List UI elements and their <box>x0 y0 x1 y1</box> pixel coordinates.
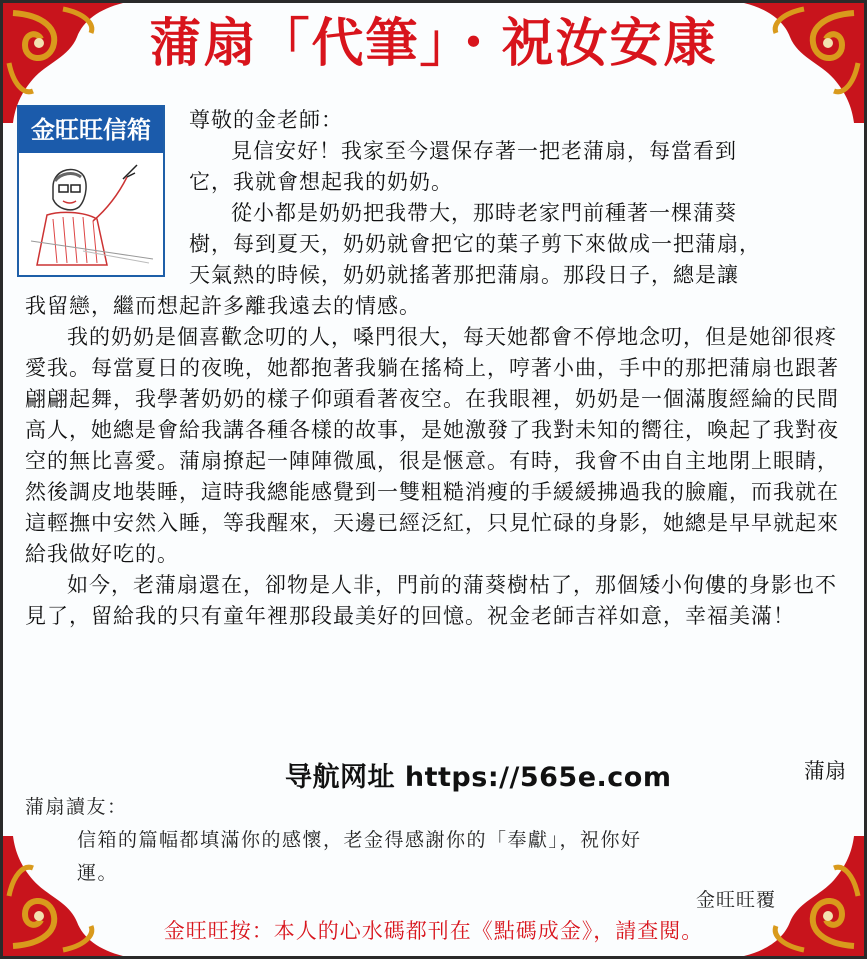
footer-note: 金旺旺按：本人的心水碼都刊在《點碼成金》，請查閱。 <box>163 919 704 943</box>
reply-section <box>25 791 845 890</box>
letter-signature: 蒲扇 <box>804 759 846 783</box>
letter-body <box>25 105 857 632</box>
letter-greeting: 尊敬的金老師： <box>189 108 343 132</box>
headline: 蒲扇「代筆」・祝汝安康 <box>149 13 718 74</box>
reply-line: 信箱的篇幅都填滿你的感懷，老金得感謝你的「奉獻」，祝你好 <box>77 829 642 851</box>
reply-signature: 金旺旺覆 <box>695 889 776 911</box>
reply-salutation: 蒲扇讀友： <box>25 796 128 818</box>
nav-url-watermark: 导航网址 https://565e.com <box>285 762 672 793</box>
letter-paragraph: 如今，老蒲扇還在，卻物是人非，門前的蒲葵樹枯了，那個矮小佝僂的身影也不見了，留給我的只有童年裡那段最美好的回憶。祝金老師吉祥如意，幸福美滿！ <box>25 573 837 628</box>
reply-line: 運。 <box>77 862 119 884</box>
letter-line: 它，我就會想起我的奶奶。 <box>189 170 453 194</box>
letter-line: 我留戀，繼而想起許多離我遠去的情感。 <box>25 294 421 318</box>
column-badge-label: 金旺旺信箱 <box>19 107 163 153</box>
letter-line: 天氣熱的時候，奶奶就搖著那把蒲扇。那段日子，總是讓 <box>189 263 739 287</box>
letter-paragraph: 我的奶奶是個喜歡念叨的人，嗓門很大，每天她都會不停地念叨，但是她卻很疼愛我。每當夏日的夜晚，她都抱著我躺在搖椅上，哼著小曲，手中的那把蒲扇也跟著翩翩起舞，我學著奶奶的樣子仰頭看著夜空。在我眼裡，奶奶是一個滿腹經綸的民間高人，她總是會給我講各種各樣的故事，是她激發了我對未知的嚮往，喚起了我對夜空的無比喜愛。蒲扇撩起一陣陣微風，很是愜意。有時，我會不由自主地閉上眼睛，然後調皮地裝睡，這時我總能感覺到一雙粗糙消瘦的手緩緩拂過我的臉龐，而我就在這輕撫中安然入睡，等我醒來，天邊已經泛紅，只見忙碌的身影，她總是早早就起來給我做好吃的。 <box>25 325 839 566</box>
letter-line: 見信安好！我家至今還保存著一把老蒲扇，每當看到 <box>231 139 737 163</box>
letter-line: 從小都是奶奶把我帶大，那時老家門前種著一棵蒲葵 <box>231 201 737 225</box>
letter-line: 樹，每到夏天，奶奶就會把它的葉子剪下來做成一把蒲扇， <box>189 232 761 256</box>
